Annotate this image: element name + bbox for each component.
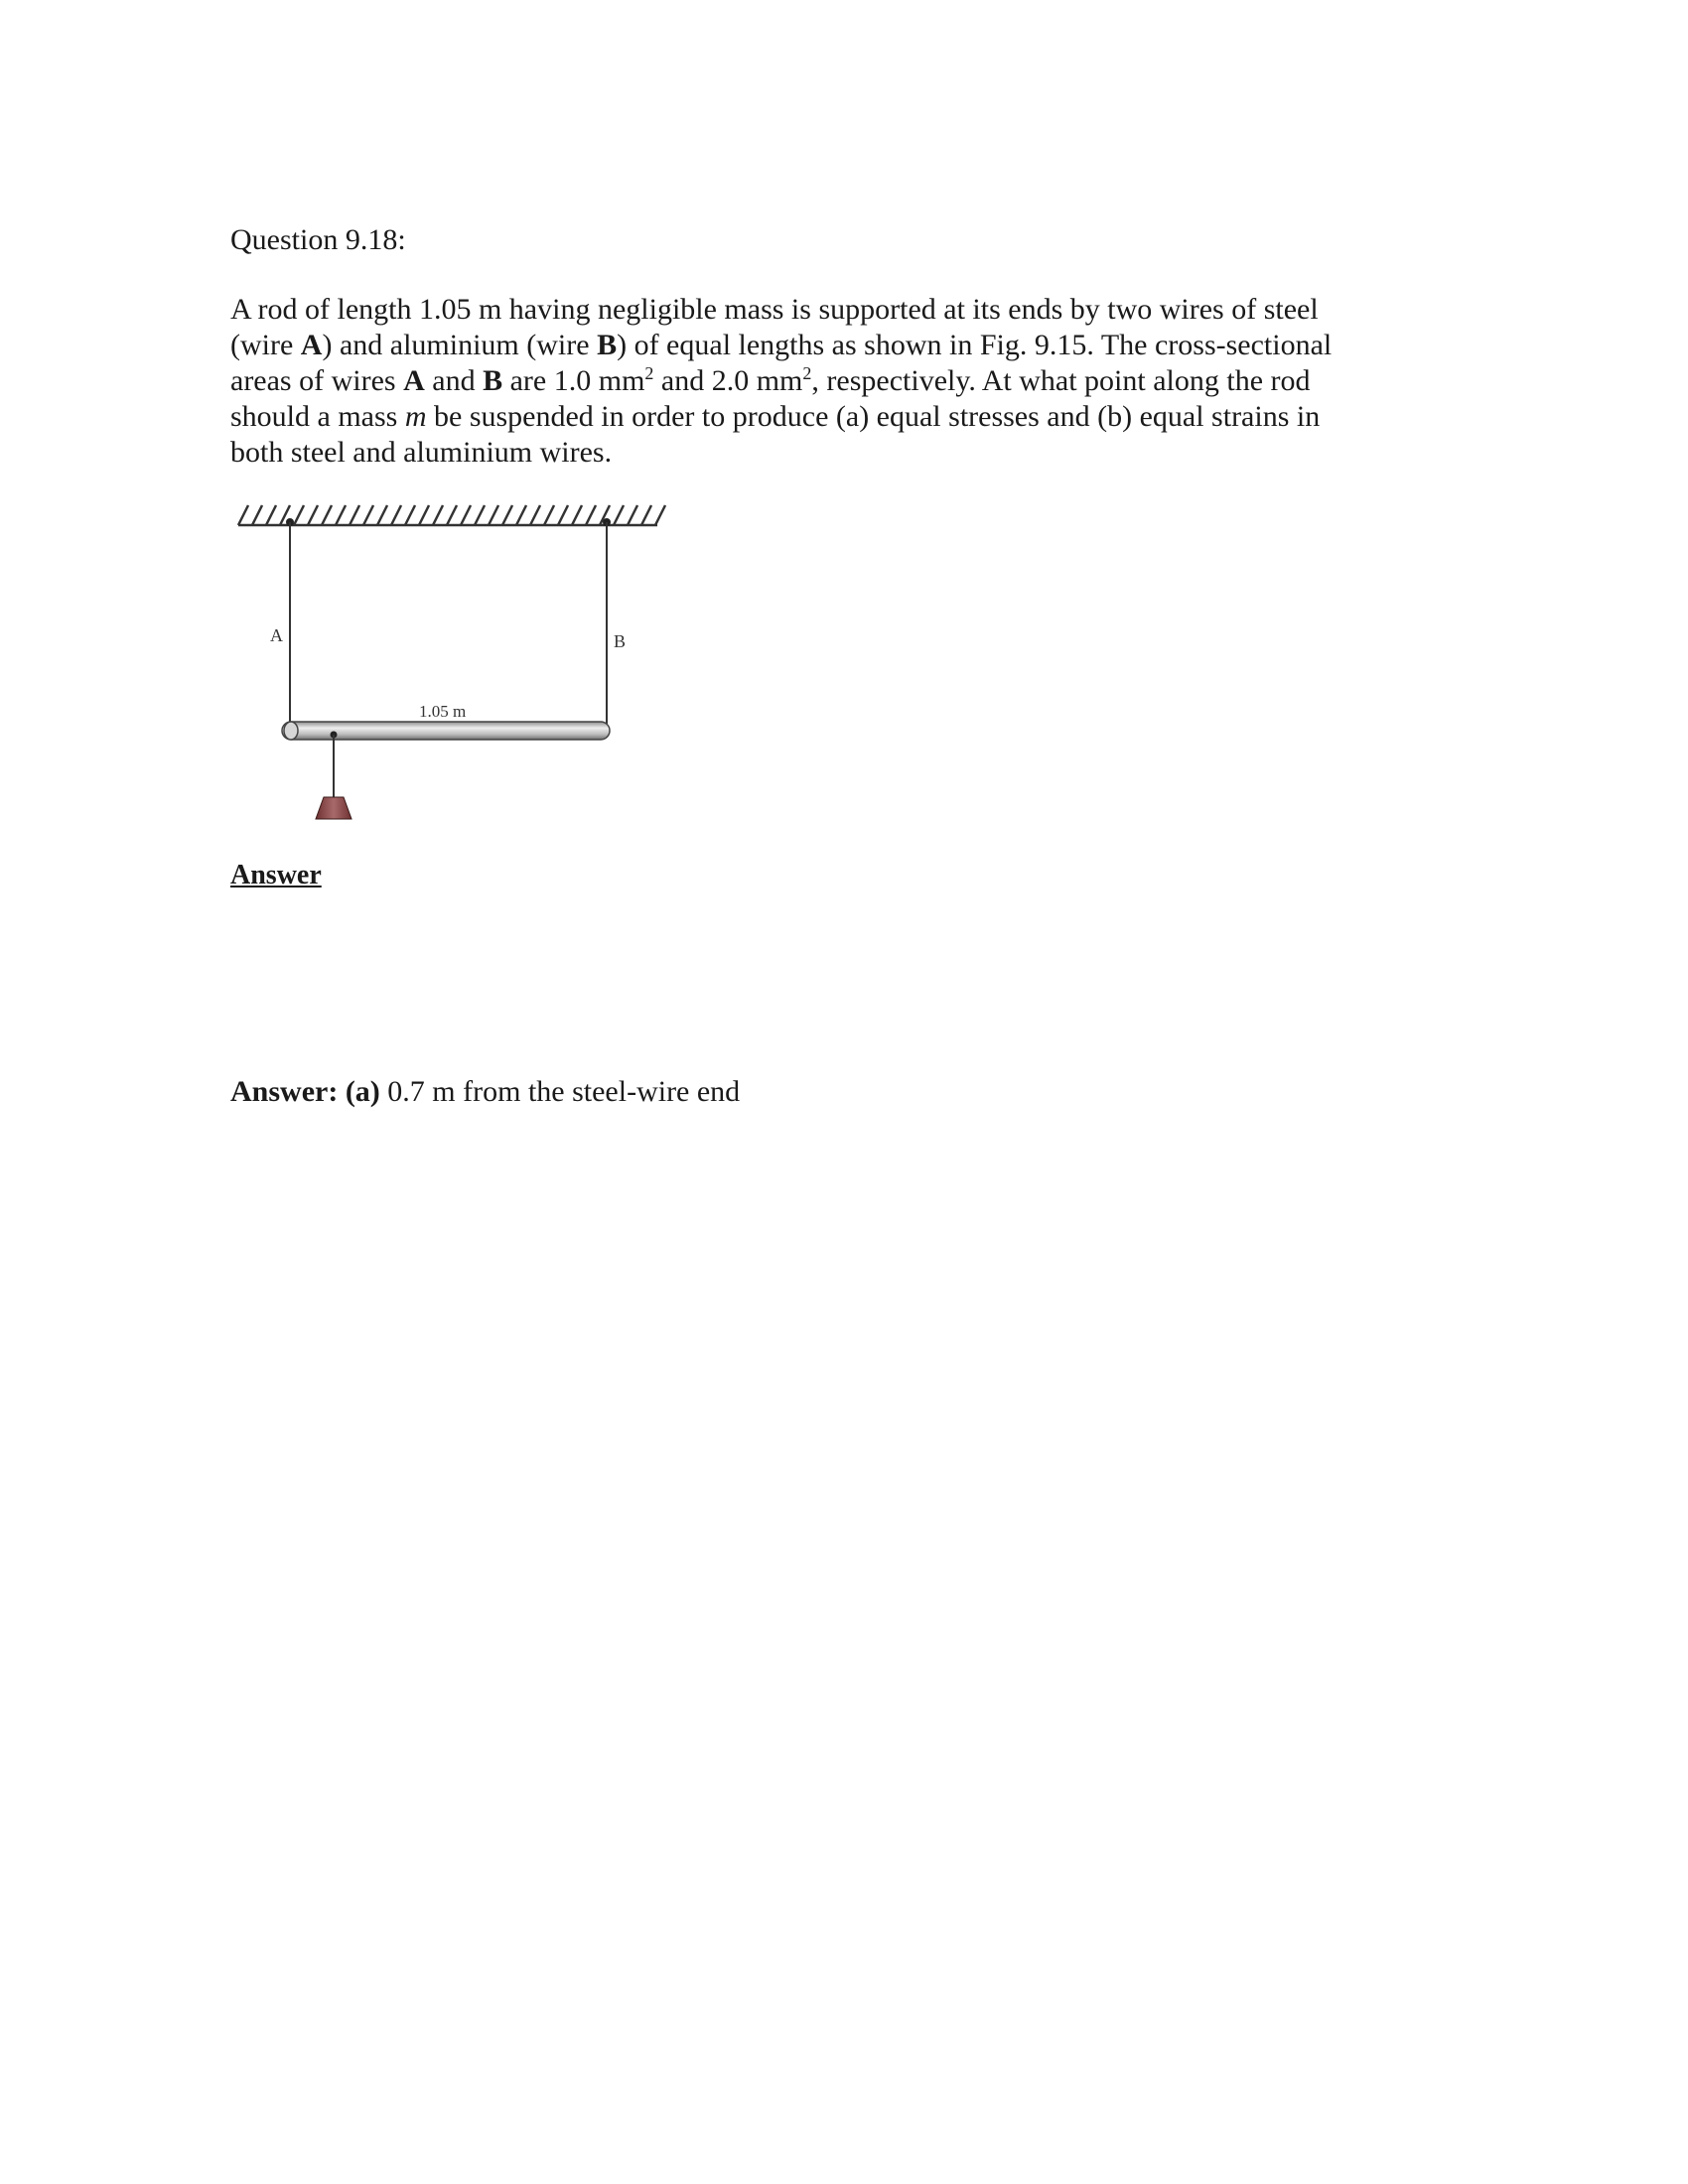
superscript: 2 [802, 363, 812, 383]
question-text-part: ) of equal lengths as shown in Fig. 9.15. The cross-sectional areas of wires [230, 329, 1333, 397]
question-text [230, 292, 1352, 471]
rod-length-label: 1.05 m [419, 702, 467, 721]
answer-heading: Answer [230, 860, 322, 890]
mass-symbol: m [404, 400, 427, 433]
question-text-part: ) and aluminium (wire [322, 329, 598, 361]
figure-svg [230, 494, 667, 832]
answer-label: Answer: [230, 1075, 339, 1108]
question-text-part: , respectively. At what point along the rod should a mass [230, 364, 1311, 433]
wire-a-ref: A [300, 329, 323, 361]
rod-wire-figure [230, 494, 667, 832]
wire-a-label: A [270, 625, 283, 645]
question-text-part: be suspended in order to produce (a) equal stresses and (b) equal strains in both steel and aluminium wires. [230, 400, 1321, 469]
answer-part: (a) [345, 1075, 380, 1108]
wire-b-ref: B [597, 329, 618, 361]
question-text-part: are 1.0 mm [502, 364, 645, 397]
rod-end-cap [284, 722, 298, 740]
wire-b-ref: B [483, 364, 503, 397]
wire-b-label: B [614, 631, 627, 651]
question-title: Question 9.18: [230, 223, 406, 256]
suspended-mass [316, 797, 352, 819]
ceiling-hatch [238, 505, 665, 525]
superscript: 2 [644, 363, 654, 383]
question-text-part: A rod of length 1.05 m having negligible mass is supported at its ends by two wires of steel (wire [230, 293, 1319, 361]
question-text-part: and [424, 364, 484, 397]
wire-a-ref: A [403, 364, 425, 397]
question-text-part: and 2.0 mm [653, 364, 803, 397]
answer-text: 0.7 m from the steel-wire end [379, 1075, 741, 1108]
final-answer [230, 1072, 740, 1112]
